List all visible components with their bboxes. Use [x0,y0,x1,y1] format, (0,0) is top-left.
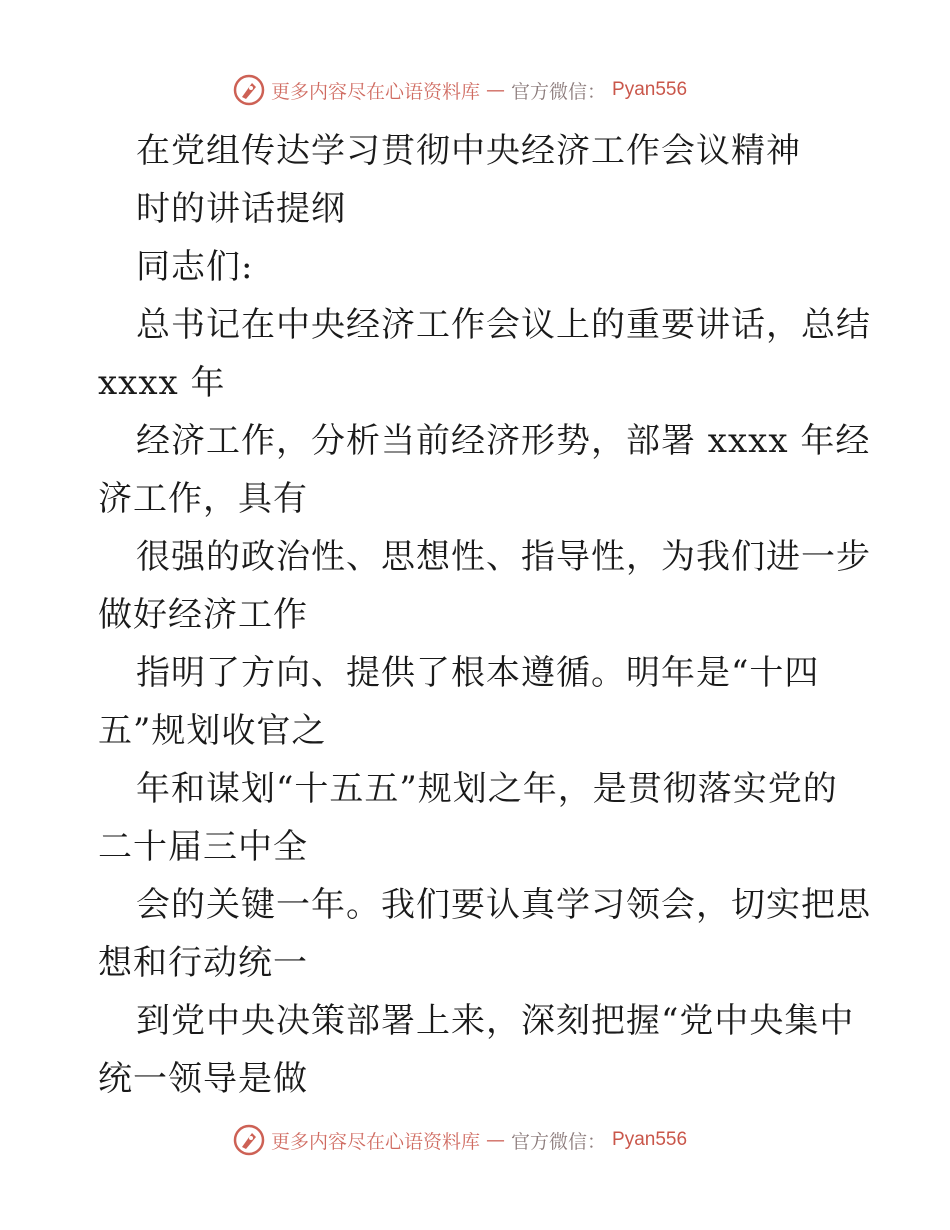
pen-nib-logo-icon [233,1124,265,1156]
text-line: 经济工作，分析当前经济形势，部署 xxxx 年经 [136,421,871,461]
watermark-separator: — [486,1129,506,1151]
text-line: 指明了方向、提供了根本遵循。明年是“十四 [136,653,820,693]
text-line: 做好经济工作 [98,595,308,635]
document-body [98,122,871,1108]
watermark-separator: — [486,79,506,101]
watermark-wechat-label: 官方微信： [511,1130,607,1153]
footer-watermark [233,1123,687,1157]
text-line: 济工作，具有 [98,479,308,519]
text-line: 二十届三中全 [98,827,308,867]
pen-nib-logo-icon [233,74,265,106]
watermark-wechat-label: 官方微信： [511,80,607,103]
text-line: 会的关键一年。我们要认真学习领会，切实把思 [136,885,871,925]
text-line: 想和行动统一 [98,943,308,983]
text-line: 年和谋划“十五五”规划之年，是贯彻落实党的 [136,769,838,809]
text-line: 统一领导是做 [98,1059,308,1099]
watermark-site-text: 更多内容尽在心语资料库 [271,1130,481,1153]
watermark-wechat-id: Pyan556 [612,79,688,100]
text-line: 五”规划收官之 [98,711,327,751]
watermark-site-text: 更多内容尽在心语资料库 [271,80,481,103]
text-line: 同志们: [136,247,254,287]
text-line: 到党中央决策部署上来，深刻把握“党中央集中 [136,1001,855,1041]
text-line: 总书记在中央经济工作会议上的重要讲话，总结 [136,305,871,345]
text-line: 在党组传达学习贯彻中央经济工作会议精神 [136,131,801,171]
header-watermark [233,73,687,107]
text-line: 时的讲话提纲 [136,189,346,229]
text-line: 很强的政治性、思想性、指导性，为我们进一步 [136,537,871,577]
watermark-wechat-id: Pyan556 [612,1129,688,1150]
text-line: xxxx 年 [98,363,226,403]
